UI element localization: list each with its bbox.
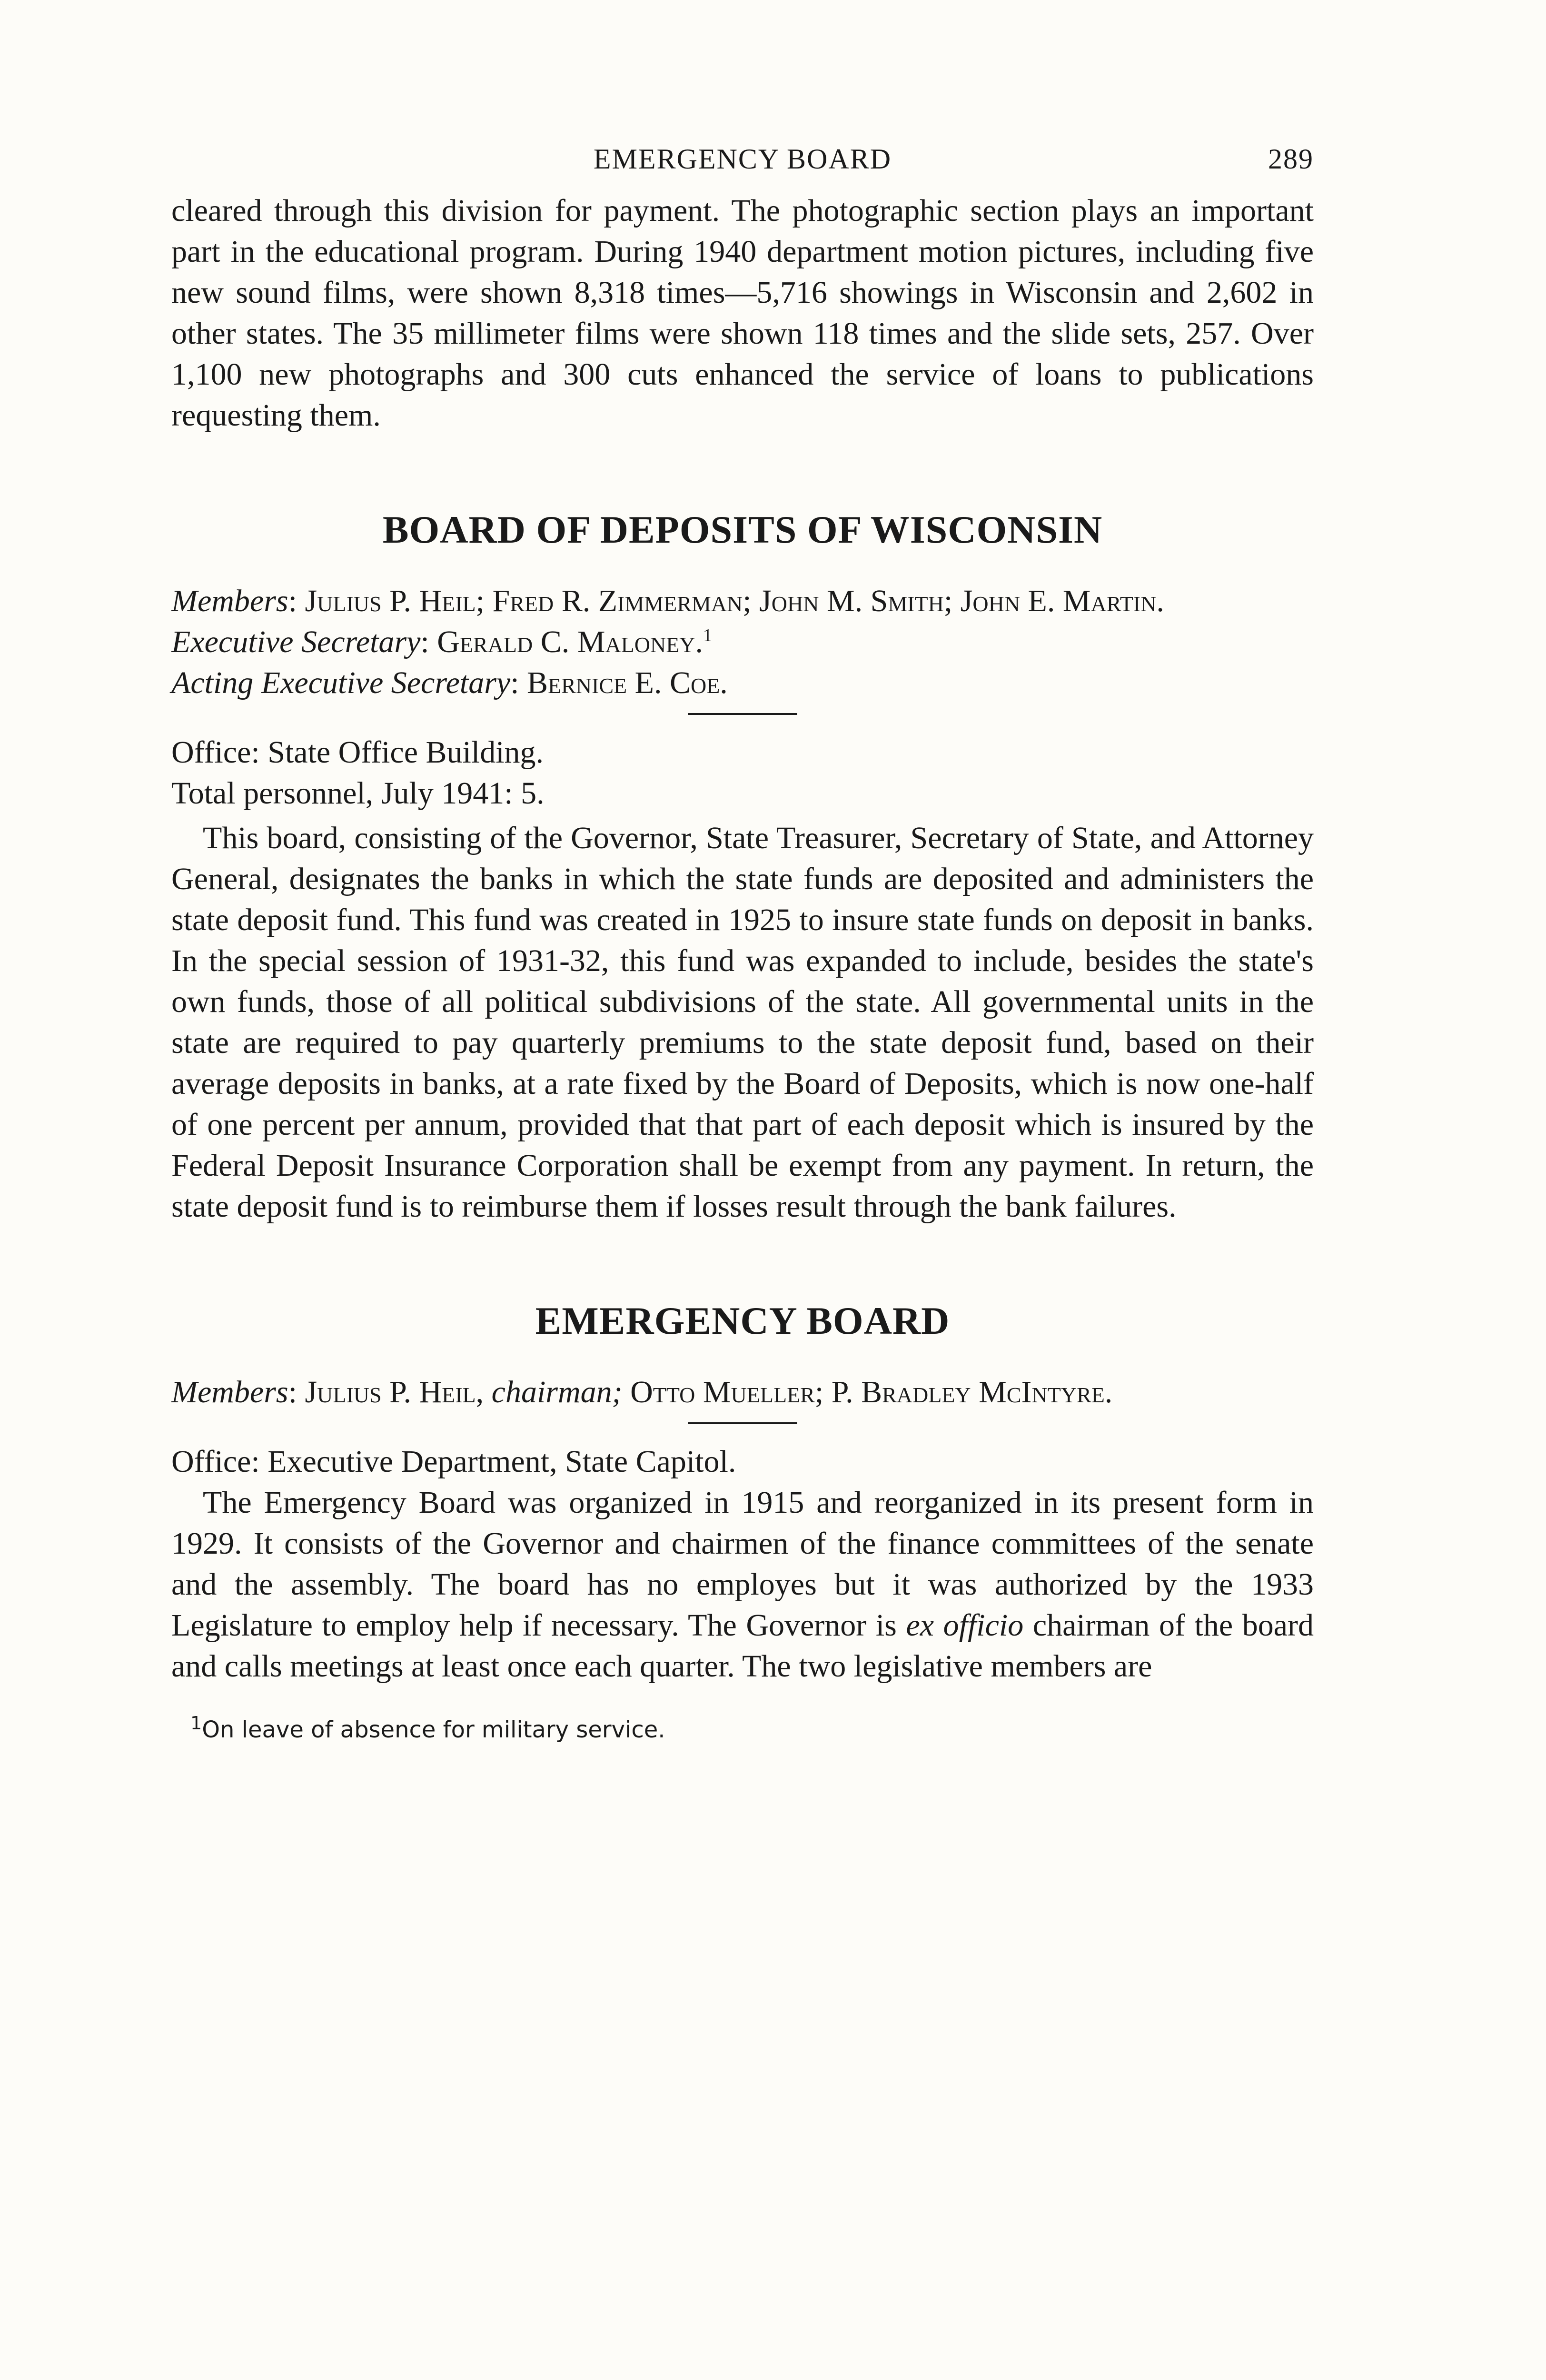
- emergency-heading: EMERGENCY BOARD: [535, 1299, 950, 1342]
- emergency-body-part2: chairman of the board and calls meetings at least once each quarter. The two legislative members are: [171, 1608, 1314, 1684]
- acting-secretary-name: Bernice E. Coe.: [527, 665, 728, 700]
- running-head-title: EMERGENCY BOARD: [593, 143, 892, 175]
- footnote-text: On leave of absence for military service.: [202, 1716, 665, 1743]
- deposits-members: Members: Julius P. Heil; Fred R. Zimmerman; John M. Smith; John E. Martin.: [171, 584, 1164, 618]
- acting-executive-secretary: Acting Executive Secretary: Bernice E. Coe.: [171, 665, 728, 700]
- deposits-roster: [171, 581, 1314, 704]
- intro-paragraph: cleared through this division for payment. The photographic section plays an important part in the educational program. During 1940 department motion pictures, including five new sound films, were shown 8,318 times—5,716 showings in Wisconsin and 2,602 in other states. The 35 millimeter films were shown 118 times and the slide sets, 257. Over 1,100 new photographs and 300 cuts enhanced the service of loans to publications requesting them.: [171, 193, 1314, 433]
- deposits-office: Office: State Office Building.: [171, 735, 544, 770]
- section-divider: [688, 713, 797, 715]
- executive-secretary-name: Gerald C. Maloney.: [437, 625, 704, 659]
- emergency-members-rest: Otto Mueller; P. Bradley McIntyre.: [630, 1375, 1113, 1409]
- chairman-role: chairman;: [491, 1375, 623, 1409]
- footnote-ref: 1: [703, 625, 713, 645]
- footnote-mark: 1: [190, 1713, 202, 1734]
- running-head: [171, 143, 1314, 190]
- page-number: 289: [1268, 143, 1314, 175]
- emergency-members: Members: Julius P. Heil, chairman; Otto Mueller; P. Bradley McIntyre.: [171, 1375, 1113, 1409]
- deposits-personnel: Total personnel, July 1941: 5.: [171, 776, 545, 811]
- emergency-office: Office: Executive Department, State Capitol.: [171, 1444, 736, 1479]
- page-content: [171, 143, 1314, 1744]
- members-list: Julius P. Heil; Fred R. Zimmerman; John M. Smith; John E. Martin.: [305, 584, 1164, 618]
- emergency-body-italic: ex officio: [906, 1608, 1024, 1643]
- deposits-heading: BOARD OF DEPOSITS OF WISCONSIN: [382, 508, 1103, 551]
- emergency-chairman: Julius P. Heil,: [305, 1375, 484, 1409]
- executive-secretary-label: Executive Secretary: [171, 625, 421, 659]
- emergency-body: [171, 1482, 1314, 1687]
- emergency-body-part1: The Emergency Board was organized in 1915 and reorganized in its present form in 1929. It consists of the Governor and chairmen of the finance committees of the senate and the assembly. The board has no employes but it was authorized by the 1933 Legislature to employ help if necessary. The Governor is: [171, 1485, 1314, 1643]
- executive-secretary: Executive Secretary: Gerald C. Maloney.$^1$: [171, 625, 713, 659]
- section-divider: [688, 1422, 797, 1424]
- members-label: Members: [171, 584, 288, 618]
- deposits-body: This board, consisting of the Governor, State Treasurer, Secretary of State, and Attorney General, designates the banks in which the state funds are deposited and administers the state deposit fund. This fund was created in 1925 to insure state funds on deposit in banks. In the special session of 1931-32, this fund was expanded to include, besides the state's own funds, those of all political subdivisions of the state. All governmental units in the state are required to pay quarterly premiums to the state deposit fund, based on their average deposits in banks, at a rate fixed by the Board of Deposits, which is now one-half of one percent per annum, provided that that part of each deposit which is insured by the Federal Deposit Insurance Corporation shall be exempt from any payment. In return, the state deposit fund is to reimburse them if losses result through the bank failures.: [171, 821, 1314, 1224]
- emergency-roster: [171, 1372, 1314, 1413]
- emergency-members-label: Members: [171, 1375, 288, 1409]
- footnote: [190, 1713, 1314, 1744]
- acting-secretary-label: Acting Executive Secretary: [171, 665, 511, 700]
